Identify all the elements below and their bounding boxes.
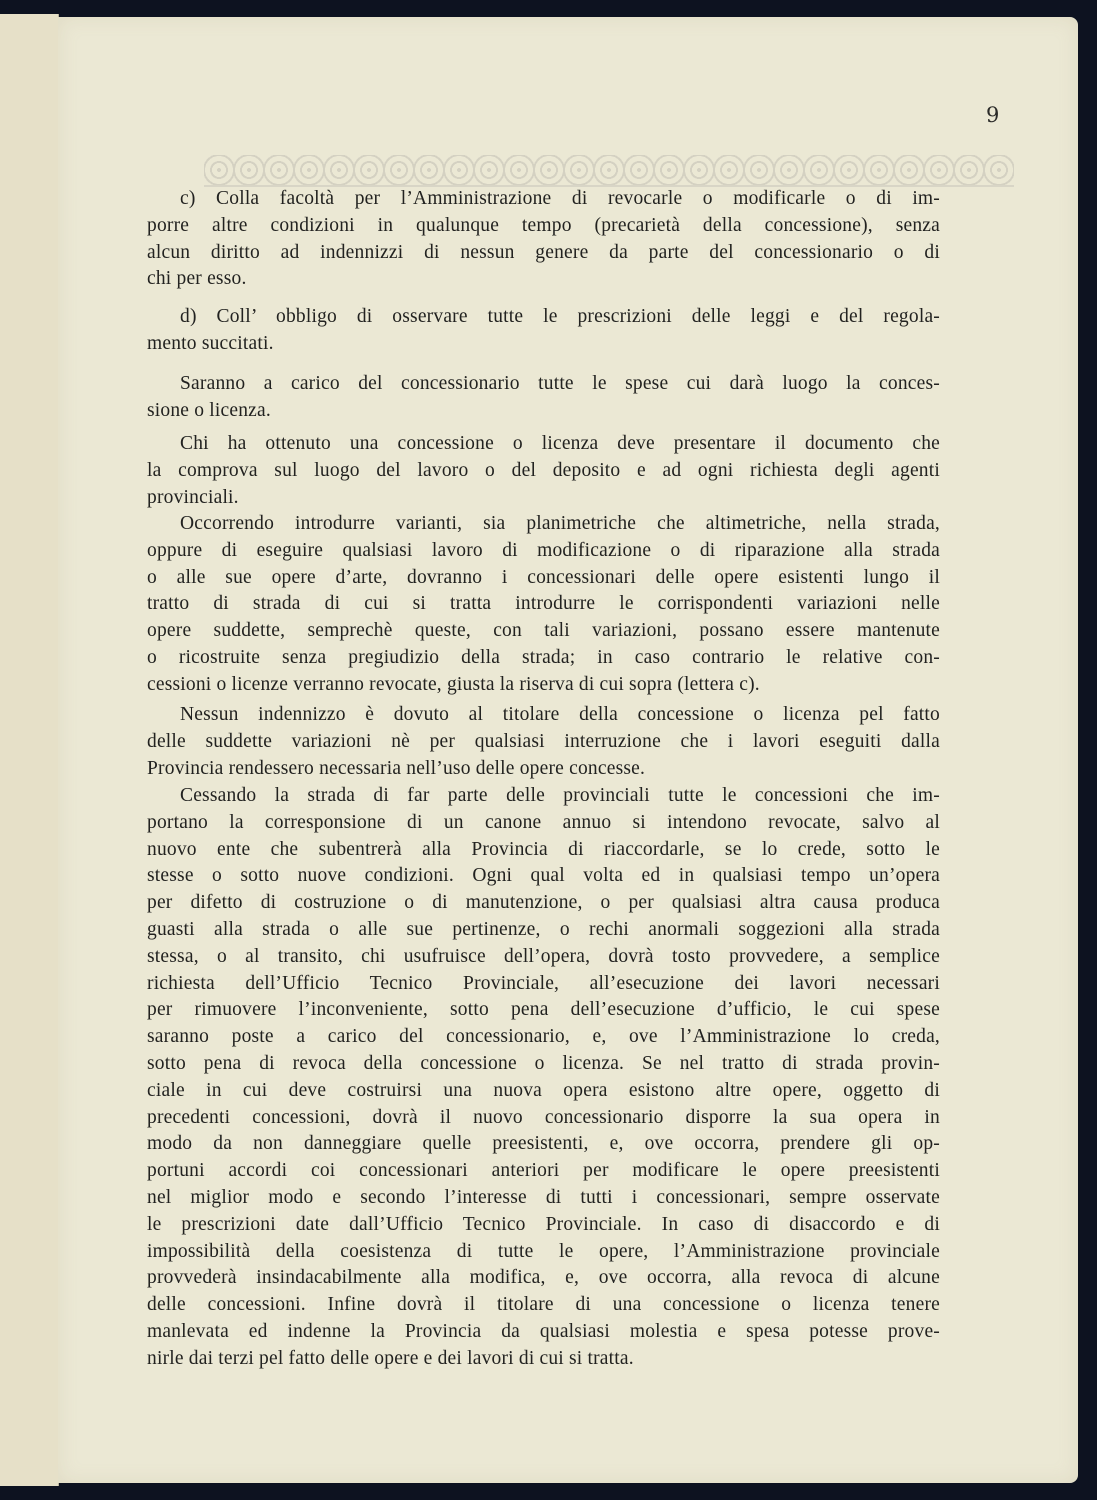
text-line: mento succitati. <box>147 332 274 354</box>
facing-page-edge <box>0 14 59 1486</box>
text-line: cessioni o licenze verranno revocate, giusta la riserva di cui sopra (lettera c). <box>147 673 760 695</box>
text-line: porre altre condizioni in qualunque tempo (precarietà della concessione), senza <box>147 214 940 236</box>
text-line: impossibilità della coesistenza di tutte le opere, l’Amministrazione provinciale <box>147 1240 940 1262</box>
text-line: alcun diritto ad indennizzi di nessun genere da parte del concessionario o di <box>147 241 940 263</box>
text-line: richiesta dell’Ufficio Tecnico Provinciale, all’esecuzione dei lavori necessari <box>147 972 940 994</box>
text-line: chi per esso. <box>147 268 247 290</box>
text-line: la comprova sul luogo del lavoro o del deposito e ad ogni richiesta degli agenti <box>147 459 940 481</box>
text-line: sione o licenza. <box>147 399 271 421</box>
show-through-ornament <box>204 155 1014 187</box>
text-line: oppure di eseguire qualsiasi lavoro di modificazione o di riparazione alla strada <box>147 539 940 561</box>
text-line: sotto pena di revoca della concessione o licenza. Se nel tratto di strada provin- <box>147 1052 940 1074</box>
text-line: o alle sue opere d’arte, dovranno i concessionari delle opere esistenti lungo il <box>147 566 940 588</box>
text-line: Occorrendo introdurre varianti, sia planimetriche che altimetriche, nella strada, <box>180 513 940 534</box>
paragraph <box>147 431 940 511</box>
paragraph <box>147 371 940 425</box>
text-line: provvederà insindacabilmente alla modifica, e, ove occorra, alla revoca di alcune <box>147 1267 940 1289</box>
text-line: Cessando la strada di far parte delle provinciali tutte le concessioni che im- <box>180 785 940 806</box>
text-line: Saranno a carico del concessionario tutte le spese cui darà luogo la conces- <box>180 373 940 394</box>
paragraph <box>147 511 940 699</box>
text-line: per difetto di costruzione o di manutenzione, o per qualsiasi altra causa produca <box>147 892 940 914</box>
text-line: guasti alla strada o alle sue pertinenze, o rechi anormali soggezioni alla strada <box>147 918 940 940</box>
text-line: modo da non danneggiare quelle preesistenti, e, ove occorra, prendere gli op- <box>147 1133 940 1155</box>
text-line: Chi ha ottenuto una concessione o licenza deve presentare il documento che <box>180 433 940 454</box>
text-line: Provincia rendessero necessaria nell’uso delle opere concesse. <box>147 757 646 779</box>
text-line: d) Coll’ obbligo di osservare tutte le prescrizioni delle leggi e del regola- <box>180 306 940 327</box>
text-line: delle concessioni. Infine dovrà il titolare di una concessione o licenza tenere <box>147 1294 940 1316</box>
text-line: ciale in cui deve costruirsi una nuova opera esistono altre opere, oggetto di <box>147 1079 940 1101</box>
text-line: tratto di strada di cui si tratta introdurre le corrispondenti variazioni nelle <box>147 593 940 615</box>
paragraph <box>147 304 940 358</box>
text-line: delle suddette variazioni nè per qualsiasi interruzione che i lavori eseguiti dalla <box>147 730 940 752</box>
page-number: 9 <box>986 103 1000 127</box>
text-line: o ricostruite senza pregiudizio della strada; in caso contrario le relative con- <box>147 646 940 668</box>
paragraph <box>147 783 940 1373</box>
text-line: le prescrizioni date dall’Ufficio Tecnico Provinciale. In caso di disaccordo e di <box>147 1213 940 1235</box>
text-line: per rimuovere l’inconveniente, sotto pena dell’esecuzione d’ufficio, le cui spese <box>147 999 940 1021</box>
paragraph <box>147 186 940 293</box>
text-line: provinciali. <box>147 486 239 508</box>
text-line: nirle dai terzi pel fatto delle opere e dei lavori di cui si tratta. <box>147 1347 634 1369</box>
text-line: portuni accordi coi concessionari anteriori per modificare le opere preesistenti <box>147 1160 940 1182</box>
paragraph <box>147 702 940 782</box>
text-line: Nessun indennizzo è dovuto al titolare della concessione o licenza pel fatto <box>180 704 940 725</box>
text-line: stessa, o al transito, chi usufruisce dell’opera, dovrà tosto provvedere, a semplice <box>147 945 940 967</box>
text-line: c) Colla facoltà per l’Amministrazione di revocarle o modificarle o di im- <box>180 188 940 209</box>
text-line: manlevata ed indenne la Provincia da qualsiasi molestia e spesa potesse prove- <box>147 1320 940 1342</box>
text-line: saranno poste a carico del concessionario, e, ove l’Amministrazione lo creda, <box>147 1026 940 1048</box>
text-line: portano la corresponsione di un canone annuo si intendono revocate, salvo al <box>147 811 940 833</box>
text-line: nuovo ente che subentrerà alla Provincia di riaccordarle, se lo crede, sotto le <box>147 838 940 860</box>
text-line: precedenti concessioni, dovrà il nuovo concessionario disporre la sua opera in <box>147 1106 940 1128</box>
text-line: stesse o sotto nuove condizioni. Ogni qual volta ed in qualsiasi tempo un’opera <box>147 865 940 887</box>
text-line: opere suddette, semprechè queste, con tali variazioni, possano essere mantenute <box>147 620 940 642</box>
text-line: nel miglior modo e secondo l’interesse di tutti i concessionari, sempre osservate <box>147 1186 940 1208</box>
